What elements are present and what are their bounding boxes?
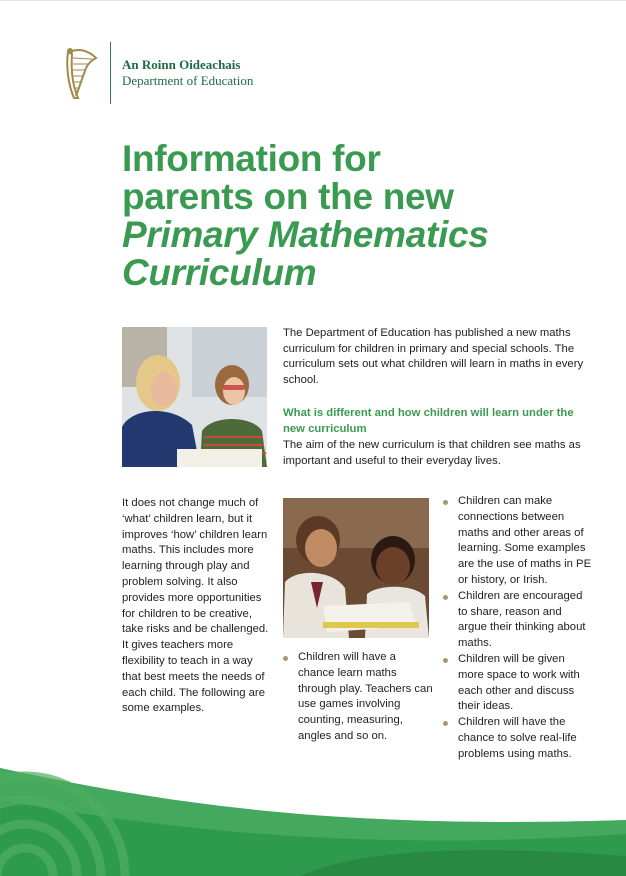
bullet-list-right [443, 494, 593, 763]
children-classroom-photo [283, 498, 429, 638]
harp-logo-icon [62, 44, 100, 104]
title-line-4: Curriculum [122, 252, 317, 293]
bullet-dot-icon [443, 500, 448, 505]
logo-divider [110, 42, 111, 104]
section-subheading: What is different and how children will learn under the new curriculum [283, 407, 574, 435]
aim-paragraph: The aim of the new curriculum is that children see maths as important and useful to their everyday lives. [283, 439, 581, 467]
teacher-child-photo [122, 327, 267, 467]
bullet-dot-icon [443, 721, 448, 726]
intro-paragraph: The Department of Education has published a new maths curriculum for children in primary and special schools. The curriculum sets out what children will learn in maths in every school. [283, 327, 584, 386]
list-item: Children will have the chance to solve real-life problems using maths. [443, 715, 593, 762]
title-line-1: Information for [122, 138, 381, 179]
bullet-dot-icon [443, 658, 448, 663]
title-line-3: Primary Mathematics [122, 214, 489, 255]
top-rule [0, 0, 626, 1]
list-item: Children are encouraged to share, reason and argue their thinking about maths. [443, 589, 593, 652]
footer-wave-banner [0, 760, 626, 876]
bullet-dot-icon [443, 595, 448, 600]
list-item: Children can make connections between maths and other areas of learning. Some examples are the use of maths in PE or history, or Irish. [443, 494, 593, 589]
bullet-list-middle [283, 650, 433, 745]
page-title [122, 140, 562, 292]
title-line-2: parents on the new [122, 176, 454, 217]
body-paragraph: It does not change much of ‘what’ children learn, but it improves ‘how’ children learn maths. This includes more learning through play and problem solving. It also provides more opportunities for children to be creative, take risks and be challenged. It gives teachers more flexibility to teach in a way that best meets the needs of each child. The following are some examples. [122, 497, 269, 715]
list-item: Children will have a chance learn maths through play. Teachers can use games involving counting, measuring, angles and so on. [283, 650, 433, 745]
department-name-irish: An Roinn Oideachais [122, 57, 241, 72]
list-item: Children will be given more space to work with each other and discuss their ideas. [443, 652, 593, 715]
department-name-english: Department of Education [122, 73, 254, 88]
bullet-dot-icon [283, 656, 288, 661]
